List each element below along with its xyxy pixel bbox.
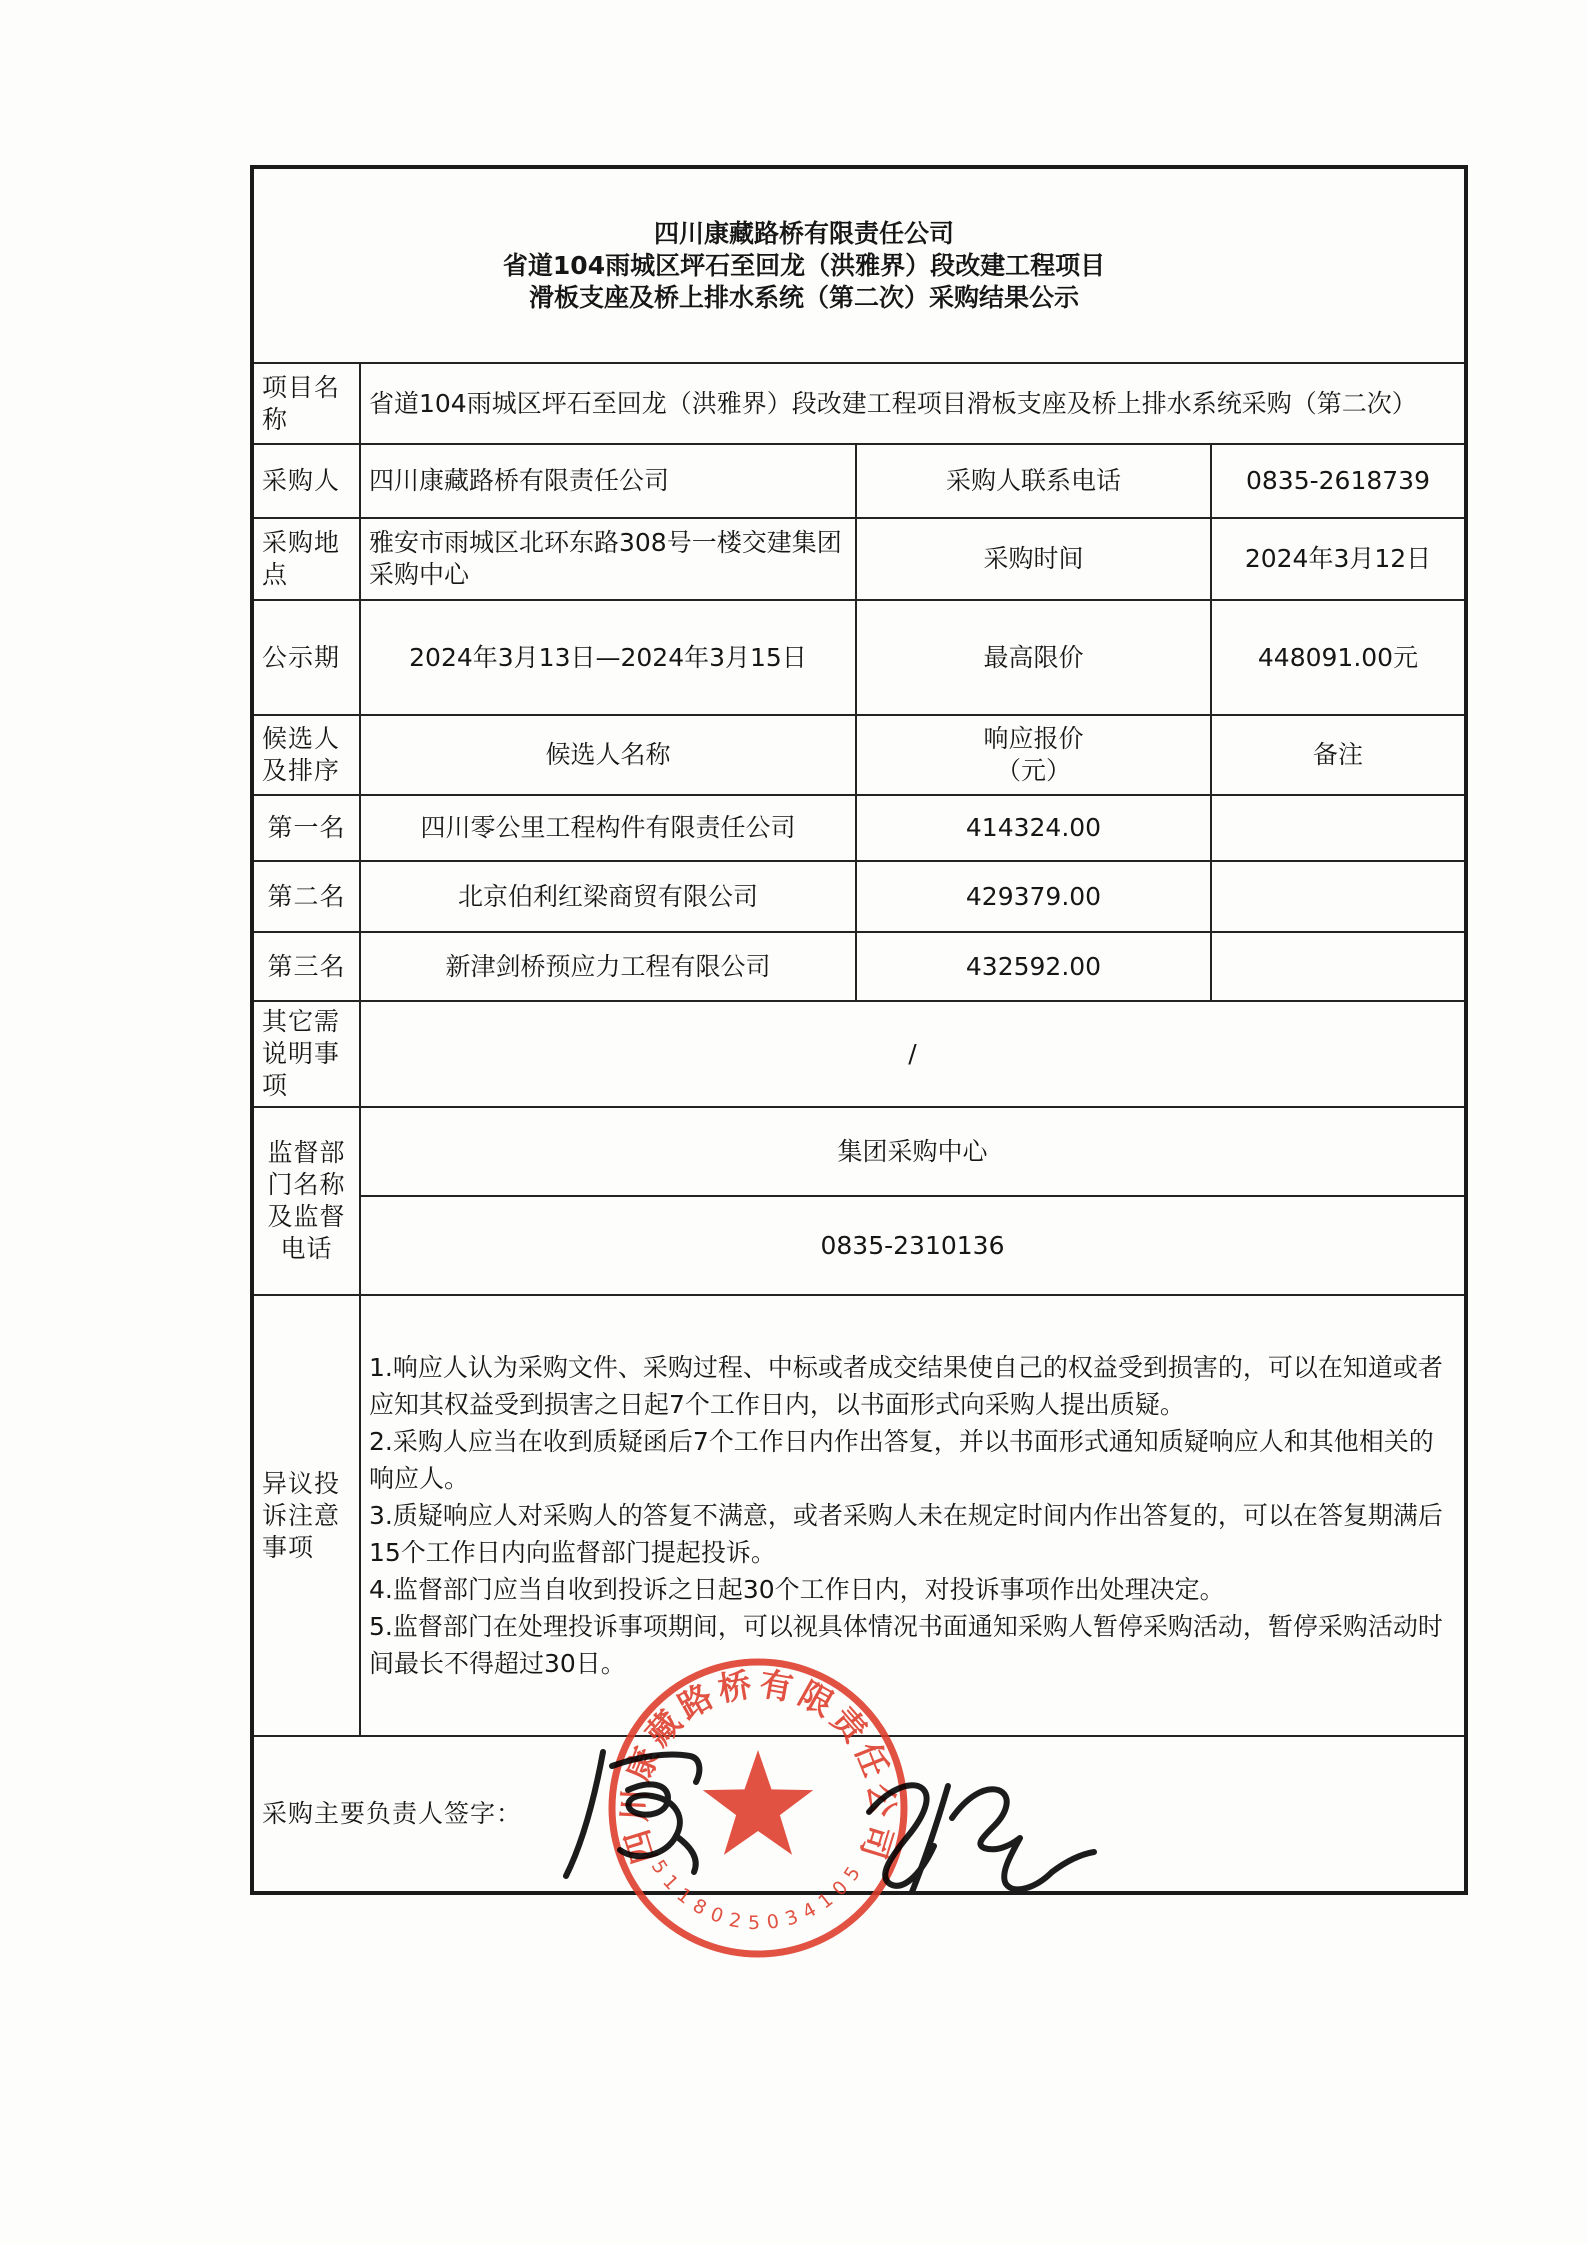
title-line-1: 四川康藏路桥有限责任公司 [653,218,954,248]
objection-item: 4.监督部门应当自收到投诉之日起30个工作日内，对投诉事项作出处理决定。 [369,1575,1225,1604]
supervision-phone: 0835-2310136 [360,1196,1466,1295]
candidate-remark [1211,932,1466,1001]
project-name-label: 项目名称 [252,363,360,444]
document-title [252,167,1466,363]
offer-header-line1: 响应报价 [983,724,1084,753]
title-line-3: 滑板支座及桥上排水系统（第二次）采购结果公示 [528,282,1079,312]
location-value: 雅安市雨城区北环东路308号一楼交建集团采购中心 [360,518,856,600]
location-label: 采购地点 [252,518,360,600]
supervision-department: 集团采购中心 [360,1107,1466,1196]
candidate-remark [1211,861,1466,932]
candidate-row-2 [252,861,1466,932]
objection-notes [360,1295,1466,1736]
offer-header-line2: （元） [995,756,1071,785]
candidates-header-label: 候选人及排序 [252,715,360,795]
project-name-value: 省道104雨城区坪石至回龙（洪雅界）段改建工程项目滑板支座及桥上排水系统采购（第二次） [360,363,1466,444]
publicity-period-label: 公示期 [252,600,360,715]
other-notes-label: 其它需说明事项 [252,1001,360,1107]
candidate-remark [1211,795,1466,861]
candidate-offer: 432592.00 [856,932,1211,1001]
purchase-time-label: 采购时间 [856,518,1211,600]
remark-header: 备注 [1211,715,1466,795]
objection-item: 5.监督部门在处理投诉事项期间，可以视具体情况书面通知采购人暂停采购活动，暂停采购活动时间最长不得超过30日。 [369,1612,1443,1678]
candidate-offer: 414324.00 [856,795,1211,861]
signature-label: 采购主要负责人签字： [262,1799,523,1828]
candidate-rank: 第三名 [252,932,360,1001]
signature-row [252,1736,1466,1893]
supervision-label: 监督部门名称及监督电话 [252,1107,360,1295]
seal-code-text: 5118025034105 [646,1856,870,1935]
purchaser-phone-label: 采购人联系电话 [856,444,1211,518]
candidate-rank: 第一名 [252,795,360,861]
candidate-row-1 [252,795,1466,861]
publicity-period-value: 2024年3月13日—2024年3月15日 [360,600,856,715]
candidate-name-header: 候选人名称 [360,715,856,795]
purchase-time-value: 2024年3月12日 [1211,518,1466,600]
objection-item: 3.质疑响应人对采购人的答复不满意，或者采购人未在规定时间内作出答复的，可以在答复期满后15个工作日内向监督部门提起投诉。 [369,1501,1443,1567]
purchaser-phone-value: 0835-2618739 [1211,444,1466,518]
max-price-label: 最高限价 [856,600,1211,715]
candidate-name: 新津剑桥预应力工程有限公司 [360,932,856,1001]
candidate-name: 四川零公里工程构件有限责任公司 [360,795,856,861]
other-notes-value: / [360,1001,1466,1107]
objection-item: 1.响应人认为采购文件、采购过程、中标或者成交结果使自己的权益受到损害的，可以在知道或者应知其权益受到损害之日起7个工作日内，以书面形式向采购人提出质疑。 [369,1353,1443,1419]
purchaser-label: 采购人 [252,444,360,518]
candidate-name: 北京伯利红梁商贸有限公司 [360,861,856,932]
procurement-announcement-table [250,165,1468,1895]
objection-item: 2.采购人应当在收到质疑函后7个工作日内作出答复，并以书面形式通知质疑响应人和其他相关的响应人。 [369,1427,1434,1493]
candidate-offer: 429379.00 [856,861,1211,932]
title-line-2: 省道104雨城区坪石至回龙（洪雅界）段改建工程项目 [502,250,1106,280]
objection-label: 异议投诉注意事项 [252,1295,360,1736]
candidate-row-3 [252,932,1466,1001]
purchaser-value: 四川康藏路桥有限责任公司 [360,444,856,518]
offer-header [856,715,1211,795]
candidate-rank: 第二名 [252,861,360,932]
seal-company-text: 四川康藏路桥有限责任公司 [614,1663,902,1869]
max-price-value: 448091.00元 [1211,600,1466,715]
